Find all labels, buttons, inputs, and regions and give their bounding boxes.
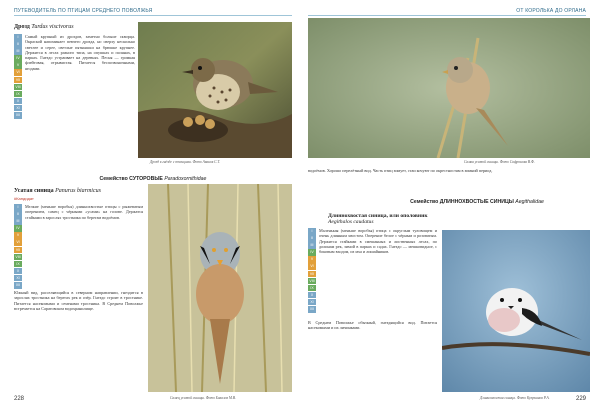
species3-text-2: В Среднем Поволжье обычный, гнездящийся вид. Питается насекомыми и их личинками. [308,320,437,331]
month-calendar-2: I II III IV V VI VII VIII IX X XI XII [15,205,21,288]
family-title-left: Семейство СУТОРОВЫЕ Paradoxornithidae [99,176,207,182]
right-text-top: водоёмов. Хорошо перелётный вид. Часть птиц зимует, стаи кочуют по окрестностям в зимний период. [308,168,493,173]
running-header-left: ПУТЕВОДИТЕЛЬ ПО ПТИЦАМ СРЕДНЕГО ПОВОЛЖЬЯ [14,8,153,14]
right-page [304,18,596,406]
species3-text: Маленькая (меньше воробья) птица с округлым туловищем и очень длинным хвостом. Оперение белое с чёрным и розоватым. Держится стайками в смешанных и лиственных лесах, по долинам рек, зимой в парках и садах. Гнездо — мешковидное, с боковым входом, из мха и лишайников. [319,228,437,255]
species3-title: Длиннохвостая синица, или ополовник Aegithalos caudatus [328,213,428,225]
left-page [0,18,292,406]
month-calendar-1: I II III IV V VI VII VIII IX X XI XII [15,35,21,118]
bearded-tit-female-photo [308,18,590,158]
long-tailed-tit-photo [442,230,590,392]
family-title-right: Семейство ДЛИННОХВОСТЫЕ СИНИЦЫ Aegithalidae [410,199,544,205]
species2-title: Усатая синица Panurus biarmicus [14,188,101,194]
thrush-photo [138,22,292,158]
species2-caption: Самец усатой синицы. Фото Бакалов М.В. [170,396,236,400]
species2-text-1: Мелкие (меньше воробья) длиннохвостые птицы с рыжеватым оперением, самец с чёрными «усами» на голове. Держатся стайками в зарослях тростника по берегам водоёмов. [25,204,143,220]
page-number-left: 228 [14,396,25,402]
header-rule-right [308,15,586,16]
right-caption-top: Самка усатой синицы. Фото Сафронова В.Ф. [464,160,535,164]
species1-text: Самый крупный из дроздов, заметно больше скворца. Окраской напоминает певчего дрозда, но сверху несколько светлее и серее, светлые пятнышки на брюшке крупнее. Держится в лесах разного типа, на опушках и полянах, в парках. Гнездо устраивает на деревьях. Песня — громкая флейтовая, отрывистая. Питается беспозвоночными, ягодами. [25,34,135,71]
month-calendar-3: I II III IV V VI VII VIII IX X XI XII [309,229,315,312]
species1-title: Дрозд Turdus viscivorus [14,24,74,30]
bearded-tit-male-photo [148,184,292,392]
header-rule-left [14,15,292,16]
species1-caption: Дрозд в гнёзде с птенцами. Фото Аванов С.Т. [150,160,221,164]
species3-caption: Длиннохвостая синица. Фото Куприянов Р.А. [480,396,550,400]
running-header-right: ОТ КОРОЛЬКА ДО ОРЛАНА [516,8,586,14]
species2-text-2: Южный вид, расселяющийся в северном направлении, гнездится в зарослях тростника на берегах рек и озёр. Гнездо строит в тростнике. Питается насекомыми и семенами тростника. В Среднем Поволжье встречается на Саратовском водохранилище. [14,290,143,311]
species2-status: #Кандидат [14,196,34,201]
page-number-right: 229 [575,396,586,402]
